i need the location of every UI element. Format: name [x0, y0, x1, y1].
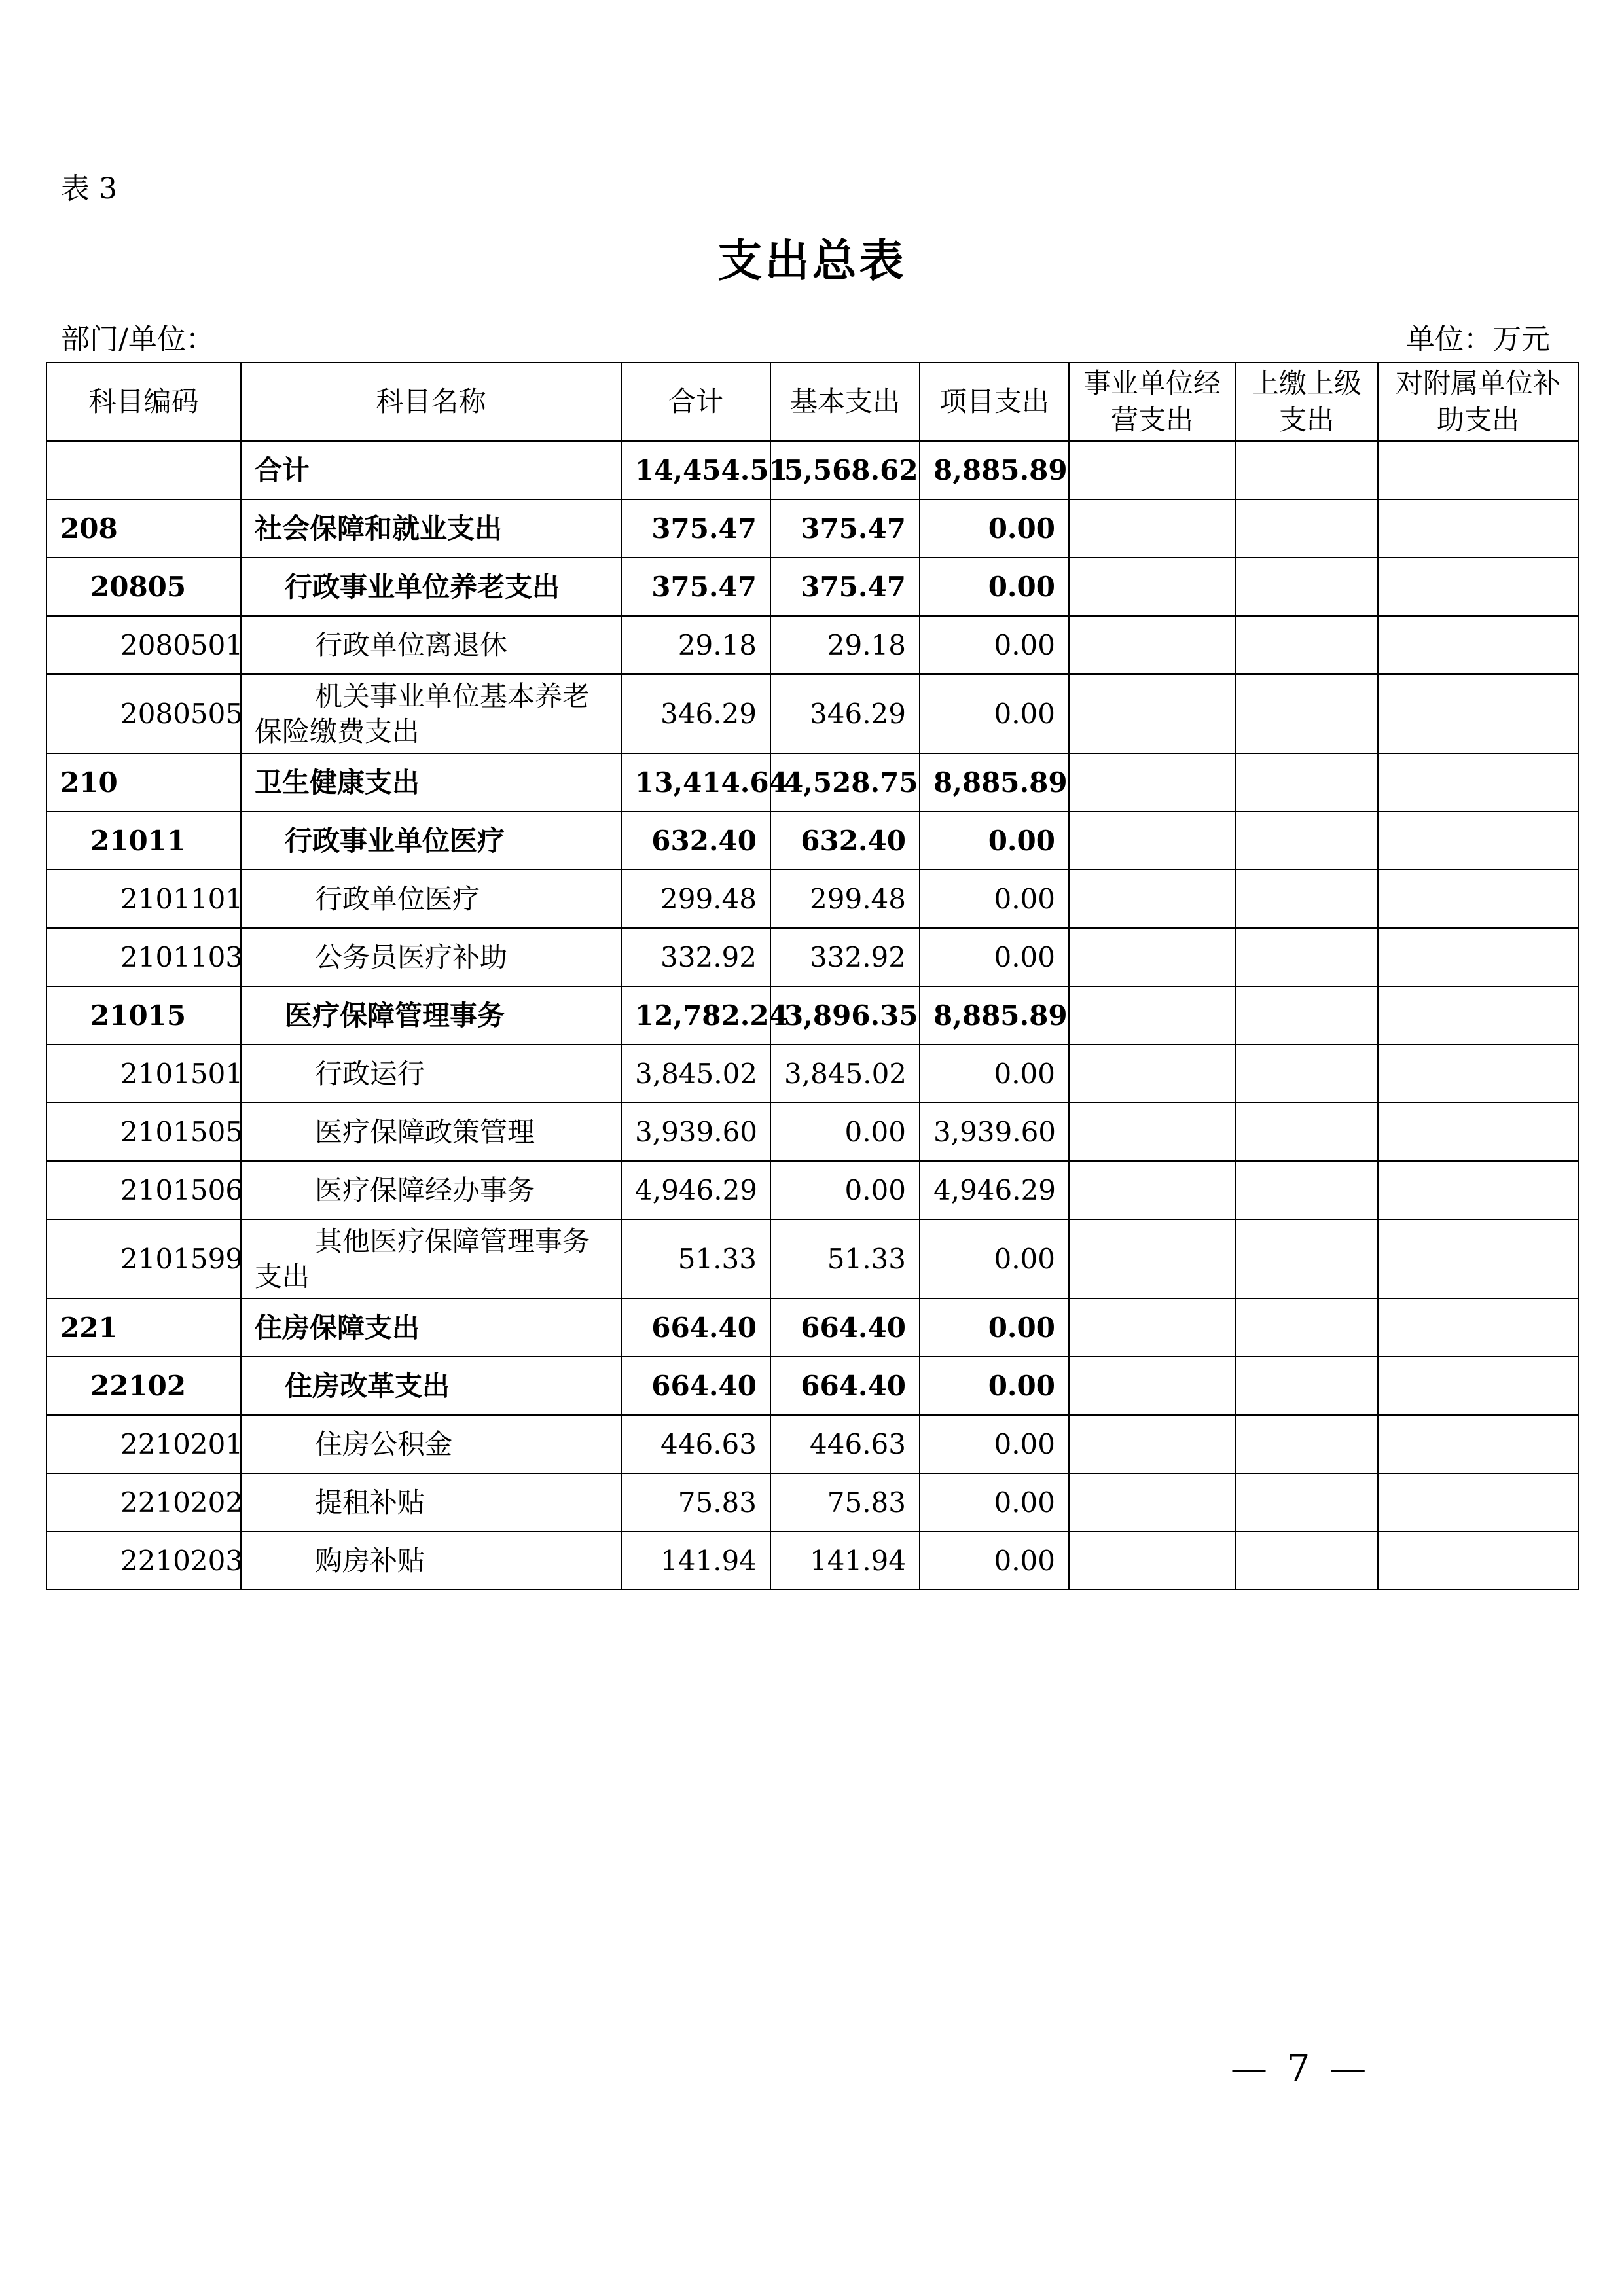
row-basic: 29.18 — [770, 616, 920, 674]
row-code: 221 — [46, 1299, 241, 1357]
row-name: 行政事业单位养老支出 — [241, 558, 621, 616]
row-name: 行政事业单位医疗 — [241, 812, 621, 870]
row-business — [1069, 558, 1235, 616]
row-project: 8,885.89 — [920, 753, 1069, 812]
table-row — [46, 1299, 1578, 1357]
row-name: 行政单位离退休 — [241, 616, 621, 674]
row-project: 0.00 — [920, 1219, 1069, 1299]
row-subsidy — [1378, 1103, 1578, 1161]
column-header-business: 事业单位经营支出 — [1069, 363, 1235, 441]
row-total: 75.83 — [621, 1473, 770, 1532]
row-code: 210 — [46, 753, 241, 812]
row-basic: 3,896.35 — [770, 986, 920, 1045]
row-project: 0.00 — [920, 812, 1069, 870]
row-name: 卫生健康支出 — [241, 753, 621, 812]
row-business — [1069, 986, 1235, 1045]
row-subsidy — [1378, 616, 1578, 674]
row-code: 2210203 — [46, 1532, 241, 1590]
row-basic: 75.83 — [770, 1473, 920, 1532]
row-subsidy — [1378, 1473, 1578, 1532]
row-basic: 346.29 — [770, 674, 920, 753]
unit-label: 单位：万元 — [1406, 323, 1550, 356]
row-subsidy — [1378, 1045, 1578, 1103]
row-project: 0.00 — [920, 558, 1069, 616]
row-name: 其他医疗保障管理事务支出 — [241, 1219, 621, 1299]
row-project: 8,885.89 — [920, 986, 1069, 1045]
row-basic: 632.40 — [770, 812, 920, 870]
row-project: 0.00 — [920, 1532, 1069, 1590]
table-row — [46, 1045, 1578, 1103]
row-business — [1069, 1161, 1235, 1219]
row-project: 0.00 — [920, 674, 1069, 753]
row-business — [1069, 928, 1235, 986]
table-row — [46, 1532, 1578, 1590]
row-business — [1069, 1299, 1235, 1357]
row-code: 21015 — [46, 986, 241, 1045]
row-subsidy — [1378, 441, 1578, 499]
row-business — [1069, 1415, 1235, 1473]
row-name: 购房补贴 — [241, 1532, 621, 1590]
row-basic: 664.40 — [770, 1357, 920, 1415]
row-remit — [1235, 1299, 1378, 1357]
row-remit — [1235, 616, 1378, 674]
table-row — [46, 1415, 1578, 1473]
row-project: 0.00 — [920, 870, 1069, 928]
row-project: 3,939.60 — [920, 1103, 1069, 1161]
row-remit — [1235, 1219, 1378, 1299]
column-header-total: 合计 — [621, 363, 770, 441]
row-total: 664.40 — [621, 1357, 770, 1415]
row-basic: 3,845.02 — [770, 1045, 920, 1103]
row-remit — [1235, 1415, 1378, 1473]
row-total: 141.94 — [621, 1532, 770, 1590]
row-project: 0.00 — [920, 499, 1069, 558]
row-basic: 51.33 — [770, 1219, 920, 1299]
table-row — [46, 1161, 1578, 1219]
page-title: 支出总表 — [717, 236, 907, 287]
column-header-name: 科目名称 — [241, 363, 621, 441]
row-remit — [1235, 441, 1378, 499]
row-remit — [1235, 1532, 1378, 1590]
table-row — [46, 812, 1578, 870]
row-remit — [1235, 1045, 1378, 1103]
table-row — [46, 674, 1578, 753]
table-row — [46, 753, 1578, 812]
row-total: 299.48 — [621, 870, 770, 928]
row-total: 446.63 — [621, 1415, 770, 1473]
row-remit — [1235, 812, 1378, 870]
row-business — [1069, 1103, 1235, 1161]
row-subsidy — [1378, 870, 1578, 928]
row-total: 13,414.64 — [621, 753, 770, 812]
row-business — [1069, 1357, 1235, 1415]
column-header-subsidy: 对附属单位补助支出 — [1378, 363, 1578, 441]
row-total: 14,454.51 — [621, 441, 770, 499]
table-row — [46, 928, 1578, 986]
row-basic: 375.47 — [770, 558, 920, 616]
row-total: 51.33 — [621, 1219, 770, 1299]
row-code: 2080501 — [46, 616, 241, 674]
row-name: 医疗保障经办事务 — [241, 1161, 621, 1219]
row-project: 8,885.89 — [920, 441, 1069, 499]
row-total: 632.40 — [621, 812, 770, 870]
row-total: 3,845.02 — [621, 1045, 770, 1103]
row-total: 29.18 — [621, 616, 770, 674]
table-row — [46, 616, 1578, 674]
row-remit — [1235, 928, 1378, 986]
row-basic: 332.92 — [770, 928, 920, 986]
row-subsidy — [1378, 674, 1578, 753]
row-remit — [1235, 1473, 1378, 1532]
row-name: 机关事业单位基本养老保险缴费支出 — [241, 674, 621, 753]
row-name: 住房改革支出 — [241, 1357, 621, 1415]
row-remit — [1235, 558, 1378, 616]
column-header-code: 科目编码 — [46, 363, 241, 441]
column-header-project: 项目支出 — [920, 363, 1069, 441]
row-subsidy — [1378, 1219, 1578, 1299]
row-project: 0.00 — [920, 1357, 1069, 1415]
row-name: 提租补贴 — [241, 1473, 621, 1532]
row-name: 住房公积金 — [241, 1415, 621, 1473]
row-total: 375.47 — [621, 499, 770, 558]
row-name: 社会保障和就业支出 — [241, 499, 621, 558]
row-business — [1069, 674, 1235, 753]
row-project: 0.00 — [920, 1045, 1069, 1103]
table-row — [46, 986, 1578, 1045]
row-business — [1069, 870, 1235, 928]
row-remit — [1235, 1161, 1378, 1219]
row-remit — [1235, 1103, 1378, 1161]
row-subsidy — [1378, 812, 1578, 870]
column-header-basic: 基本支出 — [770, 363, 920, 441]
row-basic: 375.47 — [770, 499, 920, 558]
row-project: 0.00 — [920, 616, 1069, 674]
row-name: 行政单位医疗 — [241, 870, 621, 928]
row-total: 375.47 — [621, 558, 770, 616]
row-business — [1069, 616, 1235, 674]
row-basic: 664.40 — [770, 1299, 920, 1357]
row-total: 4,946.29 — [621, 1161, 770, 1219]
row-subsidy — [1378, 1532, 1578, 1590]
row-code: 2210202 — [46, 1473, 241, 1532]
table-row — [46, 1103, 1578, 1161]
row-project: 4,946.29 — [920, 1161, 1069, 1219]
row-project: 0.00 — [920, 1415, 1069, 1473]
row-code: 20805 — [46, 558, 241, 616]
row-remit — [1235, 870, 1378, 928]
row-name: 行政运行 — [241, 1045, 621, 1103]
row-basic: 141.94 — [770, 1532, 920, 1590]
row-code: 22102 — [46, 1357, 241, 1415]
table-row — [46, 870, 1578, 928]
row-subsidy — [1378, 499, 1578, 558]
row-code: 21011 — [46, 812, 241, 870]
row-code — [46, 441, 241, 499]
row-code: 2101501 — [46, 1045, 241, 1103]
row-code: 208 — [46, 499, 241, 558]
table-row — [46, 558, 1578, 616]
row-remit — [1235, 674, 1378, 753]
row-business — [1069, 1532, 1235, 1590]
table-row — [46, 1219, 1578, 1299]
row-subsidy — [1378, 1357, 1578, 1415]
row-subsidy — [1378, 1161, 1578, 1219]
row-subsidy — [1378, 1415, 1578, 1473]
row-code: 2101506 — [46, 1161, 241, 1219]
row-code: 2101505 — [46, 1103, 241, 1161]
row-subsidy — [1378, 558, 1578, 616]
page-number: — 7 — — [1231, 2047, 1371, 2090]
row-name: 医疗保障管理事务 — [241, 986, 621, 1045]
row-remit — [1235, 499, 1378, 558]
row-basic: 5,568.62 — [770, 441, 920, 499]
row-total: 346.29 — [621, 674, 770, 753]
row-business — [1069, 753, 1235, 812]
table-header-row — [46, 363, 1578, 441]
expenditure-table — [46, 362, 1579, 1590]
row-remit — [1235, 753, 1378, 812]
row-project: 0.00 — [920, 1473, 1069, 1532]
row-code: 2080505 — [46, 674, 241, 753]
row-subsidy — [1378, 753, 1578, 812]
row-business — [1069, 441, 1235, 499]
row-basic: 4,528.75 — [770, 753, 920, 812]
row-project: 0.00 — [920, 1299, 1069, 1357]
row-name: 合计 — [241, 441, 621, 499]
row-basic: 0.00 — [770, 1161, 920, 1219]
row-business — [1069, 1219, 1235, 1299]
row-name: 医疗保障政策管理 — [241, 1103, 621, 1161]
row-name: 住房保障支出 — [241, 1299, 621, 1357]
row-basic: 446.63 — [770, 1415, 920, 1473]
row-basic: 0.00 — [770, 1103, 920, 1161]
row-total: 3,939.60 — [621, 1103, 770, 1161]
row-remit — [1235, 1357, 1378, 1415]
table-label: 表 3 — [61, 172, 117, 206]
row-subsidy — [1378, 1299, 1578, 1357]
row-business — [1069, 499, 1235, 558]
row-code: 2101599 — [46, 1219, 241, 1299]
row-subsidy — [1378, 986, 1578, 1045]
row-code: 2101101 — [46, 870, 241, 928]
table-row — [46, 441, 1578, 499]
row-project: 0.00 — [920, 928, 1069, 986]
row-business — [1069, 812, 1235, 870]
row-total: 12,782.24 — [621, 986, 770, 1045]
row-total: 332.92 — [621, 928, 770, 986]
column-header-remit: 上缴上级支出 — [1235, 363, 1378, 441]
row-basic: 299.48 — [770, 870, 920, 928]
table-row — [46, 1357, 1578, 1415]
row-business — [1069, 1045, 1235, 1103]
row-remit — [1235, 986, 1378, 1045]
table-row — [46, 499, 1578, 558]
department-label: 部门/单位： — [61, 323, 215, 356]
row-subsidy — [1378, 928, 1578, 986]
row-code: 2101103 — [46, 928, 241, 986]
table-row — [46, 1473, 1578, 1532]
row-code: 2210201 — [46, 1415, 241, 1473]
row-total: 664.40 — [621, 1299, 770, 1357]
row-business — [1069, 1473, 1235, 1532]
row-name: 公务员医疗补助 — [241, 928, 621, 986]
